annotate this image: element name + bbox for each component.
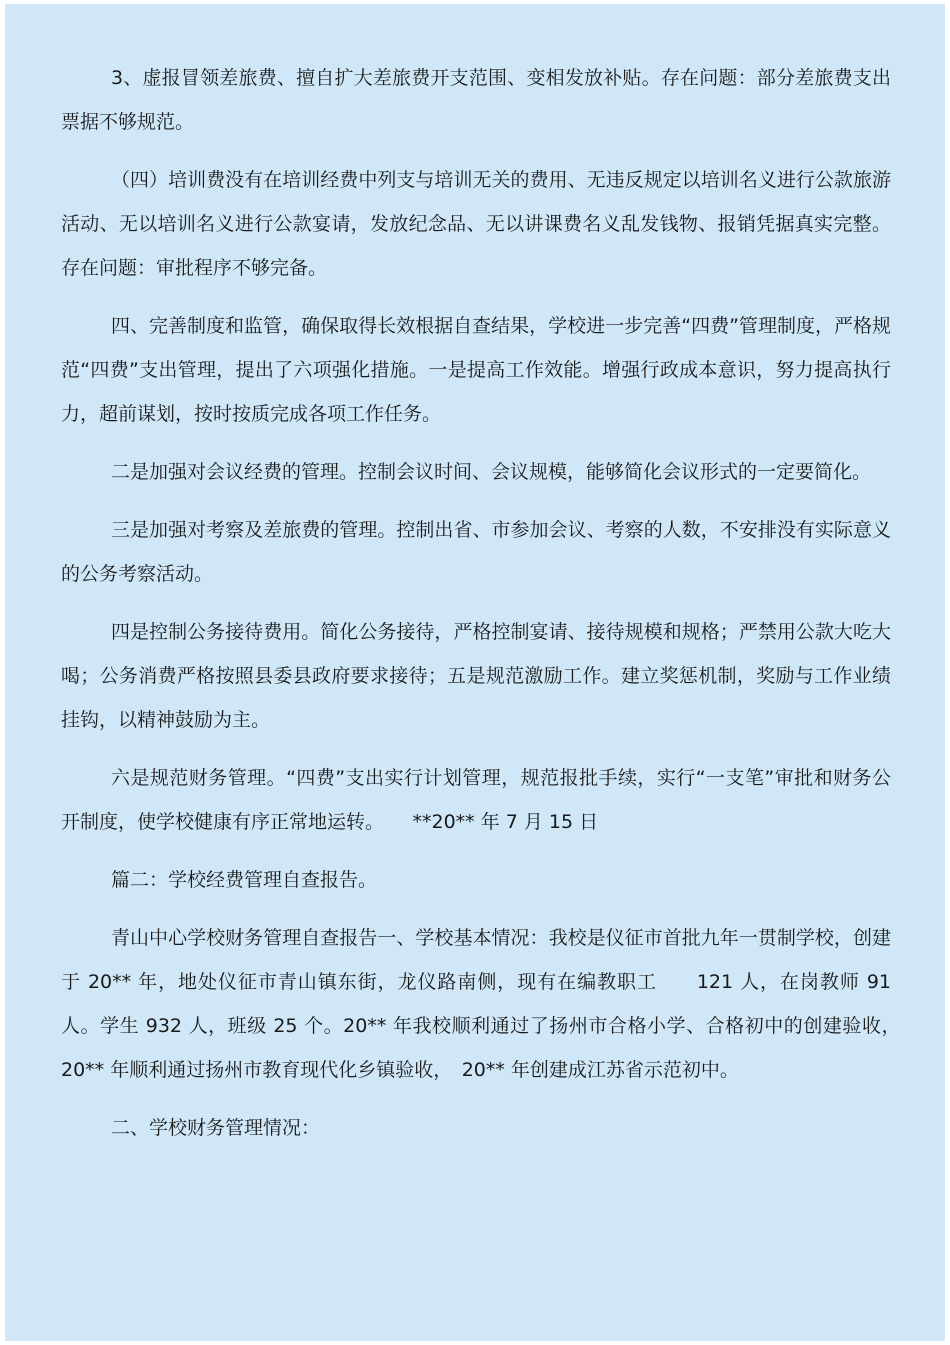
paragraph-chapter-two-title: 篇二：学校经费管理自查报告。 [111, 869, 378, 891]
paragraph-meeting-expense: 二是加强对会议经费的管理。控制会议时间、会议规模，能够简化会议形式的一定要简化。 [111, 461, 872, 483]
document-page [5, 4, 945, 1341]
paragraph-school-basic-info: 青山中心学校财务管理自查报告一、学校基本情况：我校是仪征市首批九年一贯制学校，创建于 20** 年，地处仪征市青山镇东街，龙仪路南侧，现有在编教职工 121 人，在岗教师 91 人。学生 932 人，班级 25 个。20** 年我校顺利通过了扬州市合格小学、合格初中的创建验收， 20** 年顺利通过扬州市教育现代化乡镇验收， 20** 年创建成江苏省示范初中。 [61, 927, 911, 1081]
paragraph-training-expense: （四）培训费没有在培训经费中列支与培训无关的费用、无违反规定以培训名义进行公款旅游活动、无以培训名义进行公款宴请，发放纪念品、无以讲课费名义乱发钱物、报销凭据真实完整。存在问题：审批程序不够完备。 [61, 169, 891, 279]
paragraph-financial-management: 六是规范财务管理。“四费”支出实行计划管理，规范报批手续，实行“一支笔”审批和财务公开制度，使学校健康有序正常地运转。 **20** 年 7 月 15 日 [61, 767, 891, 833]
document-body [61, 56, 911, 1164]
paragraph-reception-expense: 四是控制公务接待费用。简化公务接待，严格控制宴请、接待规模和规格；严禁用公款大吃大喝；公务消费严格按照县委县政府要求接待；五是规范激励工作。建立奖惩机制，奖励与工作业绩挂钩，以精神鼓励为主。 [61, 621, 891, 731]
paragraph-school-finance-heading: 二、学校财务管理情况： [111, 1117, 321, 1139]
paragraph-improve-system: 四、完善制度和监管，确保取得长效根据自查结果，学校进一步完善“四费”管理制度，严格规范“四费”支出管理，提出了六项强化措施。一是提高工作效能。增强行政成本意识，努力提高执行力，超前谋划，按时按质完成各项工作任务。 [61, 315, 891, 425]
paragraph-inspection-expense: 三是加强对考察及差旅费的管理。控制出省、市参加会议、考察的人数，不安排没有实际意义的公务考察活动。 [61, 519, 891, 585]
paragraph-travel-expense: 3、虚报冒领差旅费、擅自扩大差旅费开支范围、变相发放补贴。存在问题：部分差旅费支出票据不够规范。 [61, 67, 891, 133]
